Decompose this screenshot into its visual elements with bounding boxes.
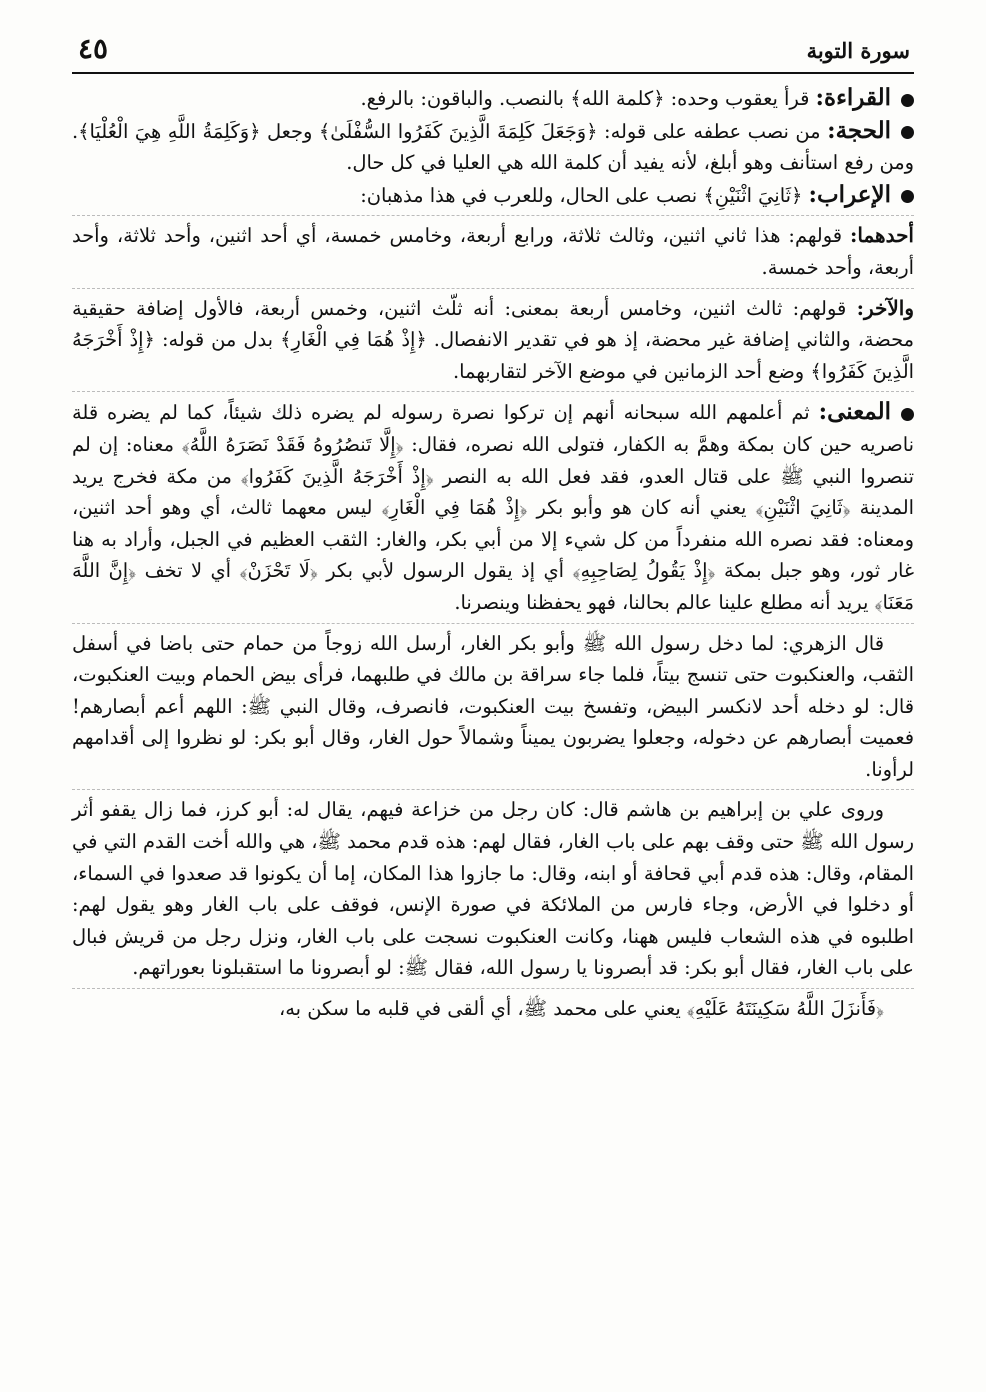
divider — [72, 288, 914, 289]
paragraph-grammar — [72, 179, 914, 212]
divider — [72, 215, 914, 216]
paragraph-text: من نصب عطفه على قوله: ﴿وَجَعَلَ كَلِمَةَ الَّذِينَ كَفَرُوا السُّفْلَىٰ﴾ وجعل ﴿وَكَلِمَةُ اللَّهِ هِيَ الْعُلْيَا﴾. ومن رفع استأنف وهو أبلغ، لأنه يفيد أن كلمة الله هي العليا في كل حال. — [72, 119, 914, 175]
paragraph-reading — [72, 82, 914, 115]
divider — [72, 623, 914, 624]
divider — [72, 988, 914, 989]
divider — [72, 789, 914, 790]
bullet-icon — [901, 126, 914, 139]
paragraph-text: قولهم: ثالث اثنين، وخامس أربعة بمعنى: أنه ثلّث اثنين، وخمس أربعة، فالأول إضافة حقيقية محضة، والثاني إضافة غير محضة، إذ هو في تقدير الانفصال. ﴿إِذْ هُمَا فِي الْغَارِ﴾ بدل من قوله: ﴿إِذْ أَخْرَجَهُ الَّذِينَ كَفَرُوا﴾ وضع أحد الزمانين في موضع الآخر لتقاربهما. — [72, 296, 914, 383]
page-header — [72, 30, 914, 74]
running-title: سورة التوبة — [806, 38, 910, 63]
section-label: الحجة: — [827, 116, 891, 144]
bullet-icon — [901, 94, 914, 107]
paragraph-argument — [72, 115, 914, 179]
divider — [72, 391, 914, 392]
bullet-icon — [901, 190, 914, 203]
paragraph-text: قرأ يعقوب وحده: ﴿كلمة الله﴾ بالنصب. والباقون: بالرفع. — [360, 87, 816, 110]
sub-label: أحدهما: — [849, 223, 914, 248]
paragraph-first-view — [72, 220, 914, 283]
paragraph-second-view — [72, 293, 914, 388]
page-body — [72, 82, 914, 1025]
paragraph-zuhri: قال الزهري: لما دخل رسول الله ﷺ وأبو بكر الغار، أرسل الله زوجاً من حمام حتى باضا في أسفل الثقب، والعنكبوت حتى تنسج بيتاً، فلما جاء سراقة بن مالك في طلبهما، فرأى بيض الحمام وبيت العنكبوت، قال: لو دخله أحد لانكسر البيض، وتفسخ بيت العنكبوت، فانصرف، وقال النبي ﷺ: اللهم أعم أبصارهم! فعميت أبصارهم عن دخوله، وجعلوا يضربون يميناً وشمالاً حول الغار، وقال أبو بكر: لو نظروا إلى أقدامهم لرأونا. — [72, 631, 914, 781]
section-label: الإعراب: — [808, 180, 891, 208]
page-number: ٤٥ — [78, 32, 109, 65]
paragraph-text: ثم أعلمهم الله سبحانه أنهم إن تركوا نصرة رسوله لم يضره ذلك شيئاً، كما لم يضره قلة ناصريه حين كان بمكة وهمَّ به الكفار، فتولى الله نصره، فقال: ﴿إِلَّا تَنصُرُوهُ فَقَدْ نَصَرَهُ اللَّهُ﴾ معناه: إن لم تنصروا النبي ﷺ على قتال العدو، فقد فعل الله به النصر ﴿إِذْ أَخْرَجَهُ الَّذِينَ كَفَرُوا﴾ من مكة فخرج يريد المدينة ﴿ثَانِيَ اثْنَيْنِ﴾ يعني أنه كان هو وأبو بكر ﴿إِذْ هُمَا فِي الْغَارِ﴾ ليس معهما ثالث، أي وهو أحد اثنين، ومعناه: فقد نصره الله منفرداً من كل شيء إلا من أبي بكر، والغار: الثقب العظيم في الجبل، وأراد به هنا غار ثور، وهو جبل بمكة ﴿إِذْ يَقُولُ لِصَاحِبِهِ﴾ أي إذ يقول الرسول لأبي بكر ﴿لَا تَحْزَنْ﴾ أي لا تخف ﴿إِنَّ اللَّهَ مَعَنَا﴾ يريد أنه مطلع علينا عالم بحالنا، فهو يحفظنا وينصرنا. — [72, 401, 914, 614]
paragraph-sakina: ﴿فَأَنزَلَ اللَّهُ سَكِينَتَهُ عَلَيْهِ﴾ يعني على محمد ﷺ، أي ألقى في قلبه ما سكن به، — [278, 997, 884, 1021]
paragraph-meaning — [72, 396, 914, 618]
sub-label: والآخر: — [856, 295, 914, 320]
bullet-icon — [901, 408, 914, 421]
paragraph-ali-ibn-ibrahim: وروى علي بن إبراهيم بن هاشم قال: كان رجل من خزاعة فيهم، يقال له: أبو كرز، فما زال يقفو أثر رسول الله ﷺ حتى وقف بهم على باب الغار، فقال لهم: هذه قدم محمد ﷺ، هي والله أخت القدم التي في المقام، وقال: هذه قدم أبي قحافة أو ابنه، وقال: ما جازوا هذا المكان، إما أن يكونوا قد صعدوا في السماء، أو دخلوا في الأرض، وجاء فارس من الملائكة في صورة الإنس، فوقف على باب الغار وهو يقول لهم: اطلبوه في هذه الشعاب فليس ههنا، وكانت العنكبوت نسجت على باب الغار، ونزل رجل من قريش فبال على باب الغار، فقال أبو بكر: قد أبصرونا يا رسول الله، فقال ﷺ: لو أبصرونا ما استقبلونا بعوراتهم. — [71, 798, 914, 980]
paragraph-text: ﴿ثَانِيَ اثْنَيْنِ﴾ نصب على الحال، وللعرب في هذا مذهبان: — [360, 183, 809, 207]
section-label: المعنى: — [818, 398, 891, 426]
section-label: القراءة: — [815, 84, 891, 111]
paragraph-text: قولهم: هذا ثاني اثنين، وثالث ثلاثة، ورابع أربعة، وخامس خمسة، أي أحد اثنين، وأحد ثلاثة، وأحد أربعة، وأحد خمسة. — [72, 224, 914, 279]
book-page — [72, 30, 914, 1372]
